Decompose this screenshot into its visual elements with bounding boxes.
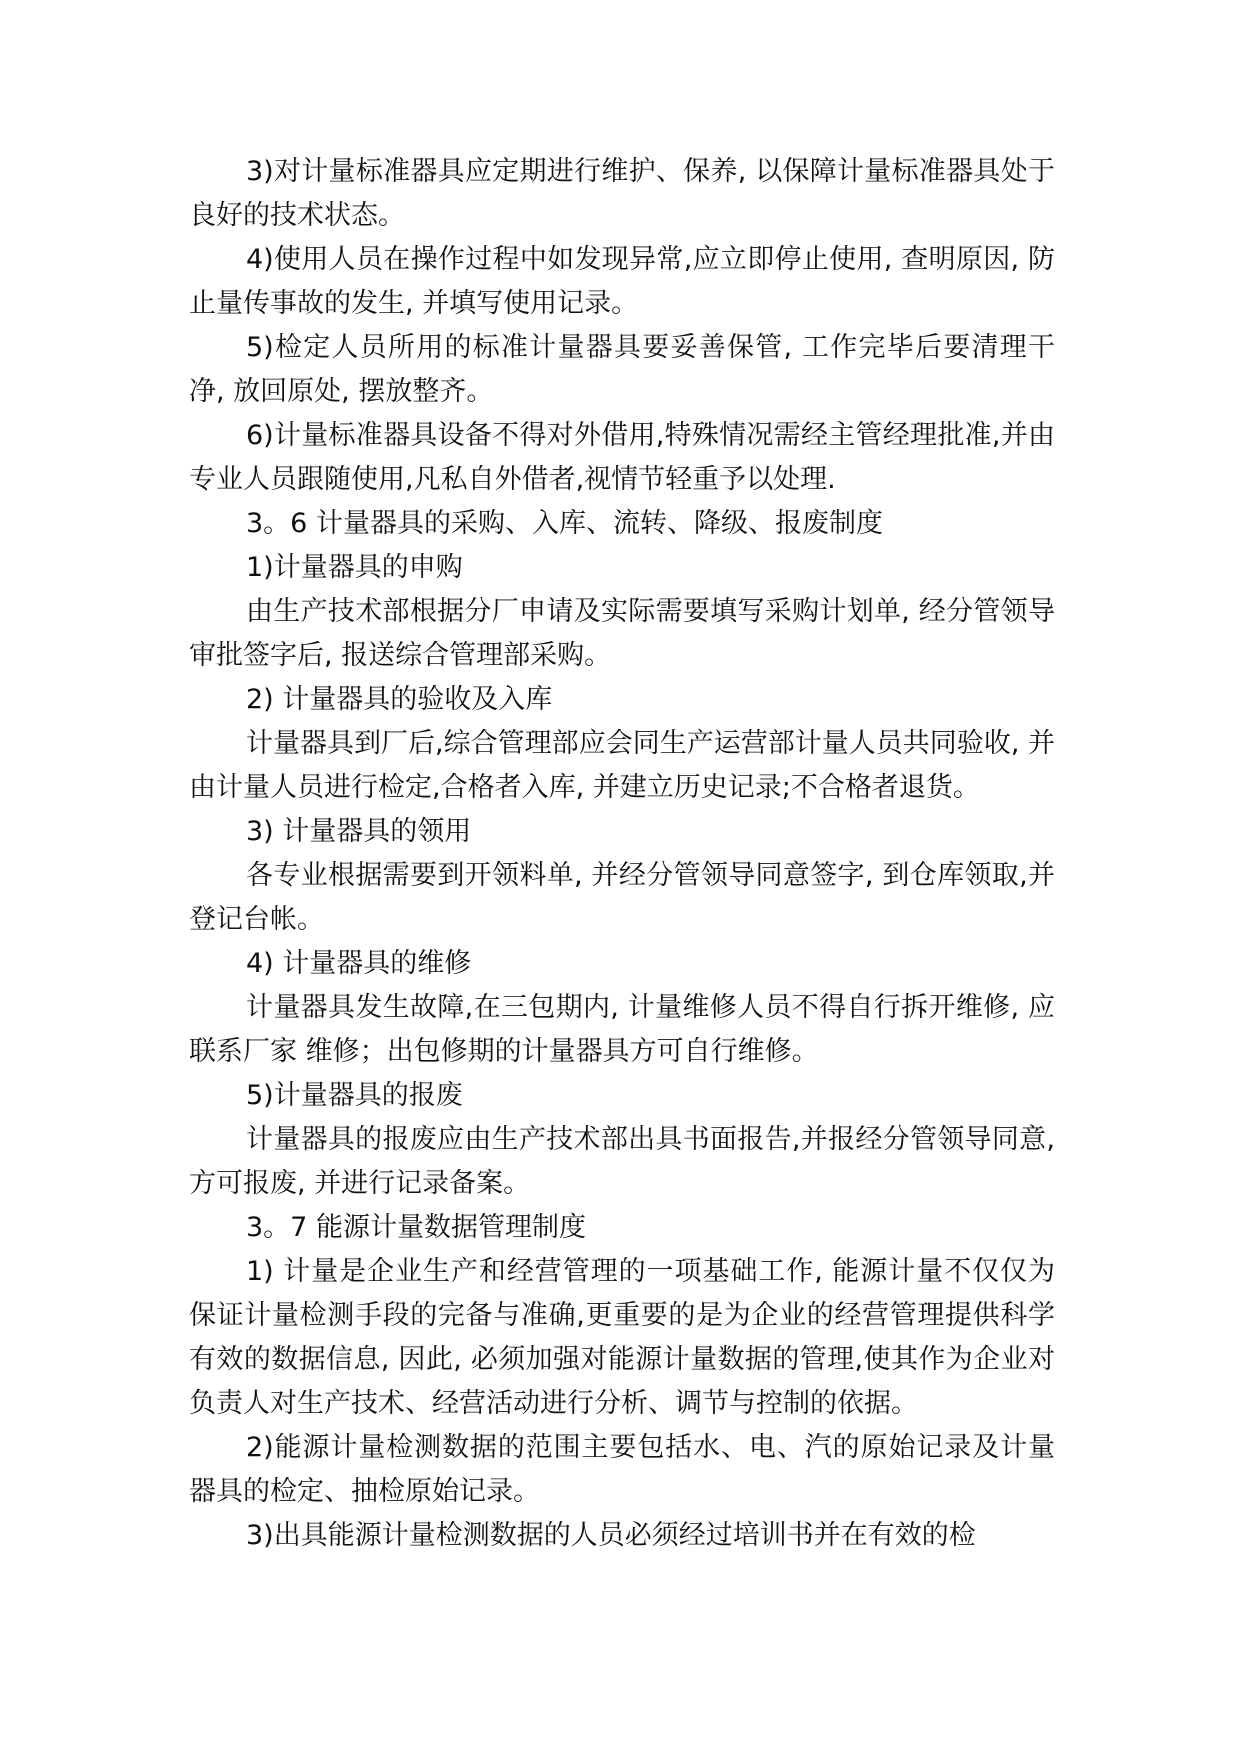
document-page xyxy=(189,150,1055,1558)
paragraph: 2)能源计量检测数据的范围主要包括水、电、汽的原始记录及计量器具的检定、抽检原始记录。 xyxy=(189,1432,1055,1507)
subsection-heading: 4) 计量器具的维修 xyxy=(246,948,472,979)
paragraph: 3)对计量标准器具应定期进行维护、保养, 以保障计量标准器具处于良好的技术状态。 xyxy=(189,156,1055,231)
paragraph: 5)检定人员所用的标准计量器具要妥善保管, 工作完毕后要清理干净, 放回原处, 摆放整齐。 xyxy=(189,332,1055,407)
paragraph: 3)出具能源计量检测数据的人员必须经过培训书并在有效的检 xyxy=(246,1520,976,1551)
paragraph: 4)使用人员在操作过程中如发现异常,应立即停止使用, 查明原因, 防止量传事故的发生, 并填写使用记录。 xyxy=(189,244,1055,319)
subsection-heading: 1)计量器具的申购 xyxy=(246,552,463,583)
paragraph: 计量器具的报废应由生产技术部出具书面报告,并报经分管领导同意, 方可报废, 并进行记录备案。 xyxy=(189,1124,1055,1199)
section-heading: 3。6 计量器具的采购、入库、流转、降级、报废制度 xyxy=(246,508,883,539)
paragraph: 6)计量标准器具设备不得对外借用,特殊情况需经主管经理批准,并由专业人员跟随使用,凡私自外借者,视情节轻重予以处理. xyxy=(189,420,1055,495)
section-heading: 3。7 能源计量数据管理制度 xyxy=(246,1212,586,1243)
paragraph: 计量器具发生故障,在三包期内, 计量维修人员不得自行拆开维修, 应联系厂家 维修；出包修期的计量器具方可自行维修。 xyxy=(189,992,1055,1067)
subsection-heading: 5)计量器具的报废 xyxy=(246,1080,463,1111)
paragraph: 1) 计量是企业生产和经营管理的一项基础工作, 能源计量不仅仅为保证计量检测手段的完备与准确,更重要的是为企业的经营管理提供科学有效的数据信息, 因此, 必须加强对能源计量数据的管理,使其作为企业对负责人对生产技术、经营活动进行分析、调节与控制的依据。 xyxy=(189,1256,1055,1419)
subsection-heading: 3) 计量器具的领用 xyxy=(246,816,472,847)
subsection-heading: 2) 计量器具的验收及入库 xyxy=(246,684,553,715)
paragraph: 计量器具到厂后,综合管理部应会同生产运营部计量人员共同验收, 并由计量人员进行检定,合格者入库, 并建立历史记录;不合格者退货。 xyxy=(189,728,1055,803)
paragraph: 由生产技术部根据分厂申请及实际需要填写采购计划单, 经分管领导审批签字后, 报送综合管理部采购。 xyxy=(189,596,1055,671)
paragraph: 各专业根据需要到开领料单, 并经分管领导同意签字, 到仓库领取,并登记台帐。 xyxy=(189,860,1055,935)
